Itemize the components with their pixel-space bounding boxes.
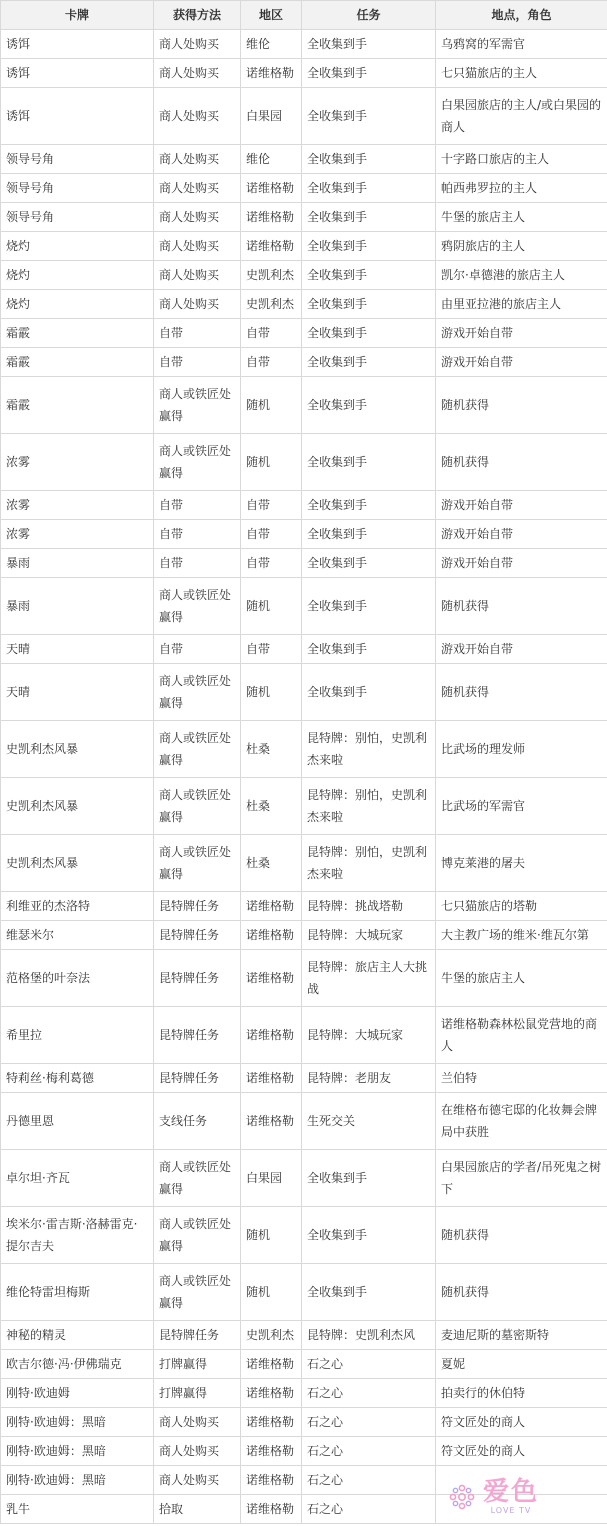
cell-card: 天晴 bbox=[1, 635, 154, 664]
header-method: 获得方法 bbox=[154, 1, 241, 30]
cell-location: 帕西弗罗拉的主人 bbox=[436, 174, 607, 203]
cell-card: 天晴 bbox=[1, 664, 154, 721]
cell-card: 卓尔坦·齐瓦 bbox=[1, 1150, 154, 1207]
table-row bbox=[1, 1350, 607, 1379]
cell-card: 刚特·欧迪姆 bbox=[1, 1379, 154, 1408]
table-row bbox=[1, 635, 607, 664]
cell-card: 欧吉尔德·冯·伊佛瑞克 bbox=[1, 1350, 154, 1379]
cell-region: 随机 bbox=[241, 434, 302, 491]
cell-location: 博克莱港的屠夫 bbox=[436, 835, 607, 892]
cell-quest: 昆特牌：大城玩家 bbox=[302, 1007, 436, 1064]
cell-method: 自带 bbox=[154, 635, 241, 664]
cell-quest: 全收集到手 bbox=[302, 261, 436, 290]
cell-card: 刚特·欧迪姆：黑暗 bbox=[1, 1437, 154, 1466]
watermark-logo bbox=[447, 1474, 567, 1520]
cell-quest: 全收集到手 bbox=[302, 1207, 436, 1264]
cell-method: 打牌赢得 bbox=[154, 1379, 241, 1408]
cell-region: 自带 bbox=[241, 491, 302, 520]
watermark-main-text: 爱色 bbox=[483, 1477, 540, 1507]
cell-quest: 全收集到手 bbox=[302, 549, 436, 578]
cell-card: 刚特·欧迪姆：黑暗 bbox=[1, 1466, 154, 1495]
cell-method: 商人处购买 bbox=[154, 203, 241, 232]
cell-method: 自带 bbox=[154, 549, 241, 578]
cell-region: 杜桑 bbox=[241, 721, 302, 778]
table-row bbox=[1, 59, 607, 88]
cell-location: 由里亚拉港的旅店主人 bbox=[436, 290, 607, 319]
cell-method: 商人处购买 bbox=[154, 1408, 241, 1437]
cell-card: 范格堡的叶奈法 bbox=[1, 950, 154, 1007]
cell-method: 昆特牌任务 bbox=[154, 1321, 241, 1350]
cell-card: 霜霰 bbox=[1, 377, 154, 434]
cell-location: 游戏开始自带 bbox=[436, 348, 607, 377]
table-row bbox=[1, 1207, 607, 1264]
cell-card: 维伦特雷坦梅斯 bbox=[1, 1264, 154, 1321]
cell-region: 诺维格勒 bbox=[241, 950, 302, 1007]
cell-location: 随机获得 bbox=[436, 578, 607, 635]
cell-card: 烧灼 bbox=[1, 232, 154, 261]
cell-location: 游戏开始自带 bbox=[436, 491, 607, 520]
cell-location: 牛堡的旅店主人 bbox=[436, 950, 607, 1007]
cell-location: 随机获得 bbox=[436, 377, 607, 434]
cell-location: 比武场的理发师 bbox=[436, 721, 607, 778]
cell-quest: 生死交关 bbox=[302, 1093, 436, 1150]
cell-quest: 全收集到手 bbox=[302, 635, 436, 664]
cell-card: 诱饵 bbox=[1, 59, 154, 88]
cell-location: 随机获得 bbox=[436, 664, 607, 721]
cell-card: 希里拉 bbox=[1, 1007, 154, 1064]
cell-region: 诺维格勒 bbox=[241, 232, 302, 261]
cell-location: 凯尔·卓德港的旅店主人 bbox=[436, 261, 607, 290]
cell-method: 昆特牌任务 bbox=[154, 950, 241, 1007]
cell-quest: 石之心 bbox=[302, 1408, 436, 1437]
cell-method: 自带 bbox=[154, 491, 241, 520]
cell-location: 七只猫旅店的塔勒 bbox=[436, 892, 607, 921]
cell-quest: 全收集到手 bbox=[302, 232, 436, 261]
cell-region: 随机 bbox=[241, 578, 302, 635]
cell-method: 支线任务 bbox=[154, 1093, 241, 1150]
cell-location: 乌鸦窝的军需官 bbox=[436, 30, 607, 59]
cell-region: 诺维格勒 bbox=[241, 1408, 302, 1437]
cell-region: 诺维格勒 bbox=[241, 59, 302, 88]
cell-card: 特莉丝·梅利葛德 bbox=[1, 1064, 154, 1093]
cell-region: 白果园 bbox=[241, 88, 302, 145]
cell-location: 符文匠处的商人 bbox=[436, 1437, 607, 1466]
cell-region: 诺维格勒 bbox=[241, 1495, 302, 1524]
cell-method: 商人处购买 bbox=[154, 174, 241, 203]
cell-quest: 全收集到手 bbox=[302, 30, 436, 59]
cell-location: 在维格布德宅邸的化妆舞会牌局中获胜 bbox=[436, 1093, 607, 1150]
cell-card: 埃米尔·雷吉斯·洛赫雷克·提尔吉夫 bbox=[1, 1207, 154, 1264]
cell-location: 夏妮 bbox=[436, 1350, 607, 1379]
cell-region: 自带 bbox=[241, 319, 302, 348]
header-card: 卡牌 bbox=[1, 1, 154, 30]
table-row bbox=[1, 174, 607, 203]
header-location: 地点，角色 bbox=[436, 1, 607, 30]
cell-region: 诺维格勒 bbox=[241, 1064, 302, 1093]
cell-region: 自带 bbox=[241, 348, 302, 377]
cell-card: 浓雾 bbox=[1, 491, 154, 520]
cell-method: 自带 bbox=[154, 319, 241, 348]
cell-region: 诺维格勒 bbox=[241, 1466, 302, 1495]
cell-quest: 全收集到手 bbox=[302, 203, 436, 232]
cell-quest: 全收集到手 bbox=[302, 88, 436, 145]
cell-method: 商人处购买 bbox=[154, 261, 241, 290]
watermark-sub-text: LOVE TV bbox=[490, 1506, 532, 1515]
cell-method: 商人处购买 bbox=[154, 88, 241, 145]
cell-region: 史凯利杰 bbox=[241, 1321, 302, 1350]
table-row bbox=[1, 30, 607, 59]
cell-quest: 昆特牌：别怕，史凯利杰来啦 bbox=[302, 778, 436, 835]
cell-location: 游戏开始自带 bbox=[436, 319, 607, 348]
cell-method: 商人或铁匠处赢得 bbox=[154, 835, 241, 892]
cell-quest: 昆特牌：史凯利杰风 bbox=[302, 1321, 436, 1350]
cell-location: 随机获得 bbox=[436, 1264, 607, 1321]
cell-location: 诺维格勒森林松鼠党营地的商人 bbox=[436, 1007, 607, 1064]
table-row bbox=[1, 1064, 607, 1093]
cell-region: 随机 bbox=[241, 377, 302, 434]
cell-method: 商人处购买 bbox=[154, 145, 241, 174]
cell-location: 大主教广场的维米·维瓦尔第 bbox=[436, 921, 607, 950]
table-row bbox=[1, 578, 607, 635]
cell-region: 史凯利杰 bbox=[241, 261, 302, 290]
table-row bbox=[1, 721, 607, 778]
cell-method: 商人或铁匠处赢得 bbox=[154, 578, 241, 635]
cell-quest: 昆特牌：大城玩家 bbox=[302, 921, 436, 950]
table-row bbox=[1, 203, 607, 232]
cell-method: 商人或铁匠处赢得 bbox=[154, 1264, 241, 1321]
table-row bbox=[1, 261, 607, 290]
cell-quest: 石之心 bbox=[302, 1437, 436, 1466]
cell-location: 牛堡的旅店主人 bbox=[436, 203, 607, 232]
cell-location: 兰伯特 bbox=[436, 1064, 607, 1093]
cell-region: 诺维格勒 bbox=[241, 1379, 302, 1408]
cell-region: 自带 bbox=[241, 520, 302, 549]
cell-quest: 全收集到手 bbox=[302, 520, 436, 549]
table-row bbox=[1, 1321, 607, 1350]
cell-method: 打牌赢得 bbox=[154, 1350, 241, 1379]
cell-method: 商人处购买 bbox=[154, 1437, 241, 1466]
cell-method: 商人或铁匠处赢得 bbox=[154, 377, 241, 434]
header-quest: 任务 bbox=[302, 1, 436, 30]
cell-method: 自带 bbox=[154, 520, 241, 549]
cell-location: 拍卖行的休伯特 bbox=[436, 1379, 607, 1408]
cell-quest: 全收集到手 bbox=[302, 59, 436, 88]
table-row bbox=[1, 434, 607, 491]
cell-card: 暴雨 bbox=[1, 549, 154, 578]
cell-region: 诺维格勒 bbox=[241, 1093, 302, 1150]
cell-quest: 全收集到手 bbox=[302, 434, 436, 491]
cell-location: 麦迪尼斯的墓密斯特 bbox=[436, 1321, 607, 1350]
table-row bbox=[1, 1093, 607, 1150]
cell-quest: 全收集到手 bbox=[302, 377, 436, 434]
cell-method: 商人处购买 bbox=[154, 290, 241, 319]
cell-card: 烧灼 bbox=[1, 290, 154, 319]
cell-region: 诺维格勒 bbox=[241, 203, 302, 232]
table-row bbox=[1, 145, 607, 174]
table-row bbox=[1, 1007, 607, 1064]
cell-location: 十字路口旅店的主人 bbox=[436, 145, 607, 174]
cell-location: 白果园旅店的主人/或白果园的商人 bbox=[436, 88, 607, 145]
cell-quest: 全收集到手 bbox=[302, 1264, 436, 1321]
cell-quest: 石之心 bbox=[302, 1379, 436, 1408]
cell-region: 诺维格勒 bbox=[241, 1007, 302, 1064]
cell-region: 维伦 bbox=[241, 145, 302, 174]
table-row bbox=[1, 1264, 607, 1321]
table-row bbox=[1, 778, 607, 835]
cell-method: 商人或铁匠处赢得 bbox=[154, 664, 241, 721]
cell-quest: 昆特牌：别怕，史凯利杰来啦 bbox=[302, 835, 436, 892]
cell-region: 诺维格勒 bbox=[241, 1437, 302, 1466]
cell-region: 杜桑 bbox=[241, 778, 302, 835]
cell-region: 诺维格勒 bbox=[241, 921, 302, 950]
cell-card: 维瑟米尔 bbox=[1, 921, 154, 950]
cell-card: 诱饵 bbox=[1, 88, 154, 145]
table-row bbox=[1, 491, 607, 520]
cell-card: 利维亚的杰洛特 bbox=[1, 892, 154, 921]
cell-region: 史凯利杰 bbox=[241, 290, 302, 319]
cell-method: 拾取 bbox=[154, 1495, 241, 1524]
cell-quest: 全收集到手 bbox=[302, 664, 436, 721]
table-row bbox=[1, 88, 607, 145]
cell-location: 鸦阴旅店的主人 bbox=[436, 232, 607, 261]
cell-quest: 全收集到手 bbox=[302, 491, 436, 520]
cell-card: 霜霰 bbox=[1, 348, 154, 377]
table-row bbox=[1, 1408, 607, 1437]
table-row bbox=[1, 377, 607, 434]
cell-card: 领导号角 bbox=[1, 145, 154, 174]
cell-quest: 昆特牌：挑战塔勒 bbox=[302, 892, 436, 921]
cell-quest: 全收集到手 bbox=[302, 319, 436, 348]
cell-region: 诺维格勒 bbox=[241, 174, 302, 203]
cell-method: 昆特牌任务 bbox=[154, 1064, 241, 1093]
cell-card: 领导号角 bbox=[1, 203, 154, 232]
cell-method: 商人或铁匠处赢得 bbox=[154, 1207, 241, 1264]
cell-region: 自带 bbox=[241, 635, 302, 664]
cell-quest: 全收集到手 bbox=[302, 290, 436, 319]
cell-method: 商人或铁匠处赢得 bbox=[154, 721, 241, 778]
table-row bbox=[1, 520, 607, 549]
cell-quest: 全收集到手 bbox=[302, 348, 436, 377]
cell-card: 乳牛 bbox=[1, 1495, 154, 1524]
cell-location: 符文匠处的商人 bbox=[436, 1408, 607, 1437]
cell-method: 商人处购买 bbox=[154, 30, 241, 59]
cell-quest: 全收集到手 bbox=[302, 578, 436, 635]
cell-quest: 石之心 bbox=[302, 1495, 436, 1524]
flower-logo-icon bbox=[447, 1482, 477, 1512]
table-header-row bbox=[1, 1, 607, 30]
cell-card: 史凯利杰风暴 bbox=[1, 778, 154, 835]
cell-method: 商人或铁匠处赢得 bbox=[154, 778, 241, 835]
table-row bbox=[1, 1437, 607, 1466]
table-row bbox=[1, 1379, 607, 1408]
cell-location: 七只猫旅店的主人 bbox=[436, 59, 607, 88]
cell-quest: 昆特牌：别怕，史凯利杰来啦 bbox=[302, 721, 436, 778]
cell-method: 自带 bbox=[154, 348, 241, 377]
cell-card: 史凯利杰风暴 bbox=[1, 835, 154, 892]
cell-card: 浓雾 bbox=[1, 434, 154, 491]
cell-method: 昆特牌任务 bbox=[154, 921, 241, 950]
cell-method: 商人处购买 bbox=[154, 232, 241, 261]
cell-card: 史凯利杰风暴 bbox=[1, 721, 154, 778]
cell-location: 比武场的军需官 bbox=[436, 778, 607, 835]
table-row bbox=[1, 348, 607, 377]
table-row bbox=[1, 290, 607, 319]
cell-location: 白果园旅店的学者/吊死鬼之树下 bbox=[436, 1150, 607, 1207]
cell-method: 商人或铁匠处赢得 bbox=[154, 434, 241, 491]
header-region: 地区 bbox=[241, 1, 302, 30]
cell-region: 随机 bbox=[241, 664, 302, 721]
cell-card: 刚特·欧迪姆：黑暗 bbox=[1, 1408, 154, 1437]
cell-quest: 全收集到手 bbox=[302, 1150, 436, 1207]
cell-card: 浓雾 bbox=[1, 520, 154, 549]
cell-method: 商人或铁匠处赢得 bbox=[154, 1150, 241, 1207]
table-row bbox=[1, 835, 607, 892]
cell-method: 昆特牌任务 bbox=[154, 1007, 241, 1064]
cell-quest: 昆特牌：老朋友 bbox=[302, 1064, 436, 1093]
cell-method: 商人处购买 bbox=[154, 59, 241, 88]
cell-method: 昆特牌任务 bbox=[154, 892, 241, 921]
table-row bbox=[1, 1150, 607, 1207]
table-row bbox=[1, 664, 607, 721]
cell-region: 随机 bbox=[241, 1264, 302, 1321]
cell-card: 霜霰 bbox=[1, 319, 154, 348]
cell-quest: 石之心 bbox=[302, 1350, 436, 1379]
cell-card: 神秘的精灵 bbox=[1, 1321, 154, 1350]
cell-quest: 昆特牌：旅店主人大挑战 bbox=[302, 950, 436, 1007]
cell-card: 烧灼 bbox=[1, 261, 154, 290]
cell-location: 游戏开始自带 bbox=[436, 635, 607, 664]
cell-region: 随机 bbox=[241, 1207, 302, 1264]
cell-location: 随机获得 bbox=[436, 434, 607, 491]
cell-location: 游戏开始自带 bbox=[436, 549, 607, 578]
cell-region: 诺维格勒 bbox=[241, 1350, 302, 1379]
table-row bbox=[1, 921, 607, 950]
cell-region: 诺维格勒 bbox=[241, 892, 302, 921]
cell-card: 暴雨 bbox=[1, 578, 154, 635]
cell-location: 随机获得 bbox=[436, 1207, 607, 1264]
table-body bbox=[1, 30, 607, 1524]
cell-region: 维伦 bbox=[241, 30, 302, 59]
cell-card: 诱饵 bbox=[1, 30, 154, 59]
cell-card: 领导号角 bbox=[1, 174, 154, 203]
table-row bbox=[1, 950, 607, 1007]
table-row bbox=[1, 319, 607, 348]
cell-quest: 全收集到手 bbox=[302, 145, 436, 174]
cell-region: 杜桑 bbox=[241, 835, 302, 892]
cell-region: 白果园 bbox=[241, 1150, 302, 1207]
table-row bbox=[1, 549, 607, 578]
table-row bbox=[1, 232, 607, 261]
cell-method: 商人处购买 bbox=[154, 1466, 241, 1495]
table-row bbox=[1, 892, 607, 921]
cell-region: 自带 bbox=[241, 549, 302, 578]
cell-location: 游戏开始自带 bbox=[436, 520, 607, 549]
cell-card: 丹德里恩 bbox=[1, 1093, 154, 1150]
cell-quest: 石之心 bbox=[302, 1466, 436, 1495]
cell-quest: 全收集到手 bbox=[302, 174, 436, 203]
